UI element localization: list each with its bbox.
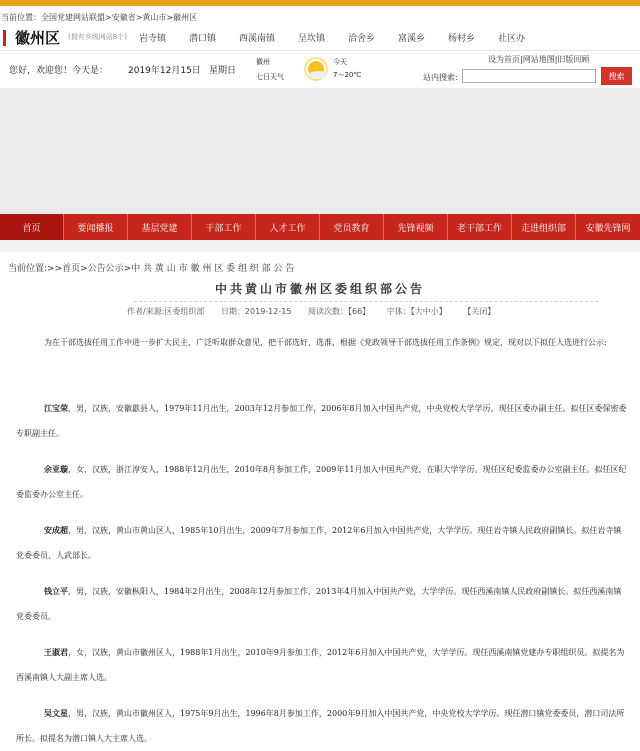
site-search-input[interactable] [462, 69, 596, 83]
person-paragraph [16, 457, 628, 507]
nav-veteran-cadre[interactable]: 老干部工作 [448, 214, 512, 240]
person-details: ，男，汉族，黄山市黄山区人，1985年10月出生，2009年7月参加工作，2012年6月加入中国共产党，大学学历。现任岩寺镇人民政府副镇长。拟任岩寺镇党委委员、人武部长。 [16, 526, 622, 560]
utility-links[interactable]: 设为首页|网站地图|旧版回顾 [488, 55, 590, 64]
meta-views: 阅读次数：【66】 [307, 307, 371, 316]
person-paragraph [16, 579, 628, 629]
nav-news[interactable]: 要闻播报 [64, 214, 128, 240]
nav-anhui-pioneer[interactable]: 安徽先锋网 [585, 223, 631, 234]
town-link-qiashe[interactable]: 洽舍乡 [348, 33, 376, 44]
person-name: 安成超 [44, 525, 68, 535]
today-date: 2019年12月15日 [128, 66, 201, 76]
article-breadcrumb: 当前位置:>>首页>公告公示>中 共 黄 山 市 徽 州 区 委 组 织 部 公 告 [8, 264, 295, 274]
town-link-xixinan[interactable]: 西溪南镇 [238, 33, 275, 44]
region-bar [0, 24, 640, 51]
person-paragraph [16, 396, 628, 446]
town-link-chengkan[interactable]: 呈坎镇 [297, 33, 325, 44]
weather-today-label: 今天 [333, 58, 347, 66]
article-meta [127, 306, 509, 317]
article-content [0, 252, 640, 744]
banner-area [0, 88, 640, 214]
article-title: 中共黄山市徽州区委组织部公告 [214, 282, 425, 296]
town-link-fuxi[interactable]: 富溪乡 [398, 33, 426, 44]
info-bar [0, 51, 640, 89]
nav-grassroots[interactable]: 基层党建 [128, 214, 192, 240]
title-divider [134, 301, 598, 302]
person-details: ，男，汉族，黄山市徽州区人，1975年9月出生，1996年8月参加工作，2000年9月加入中国共产党，中央党校大学学历。现任潜口镇党委委员，潜口司法所所长。拟提名为潜口镇人大主席人选。 [16, 709, 625, 743]
town-link-yansi[interactable]: 岩寺镇 [138, 33, 166, 44]
nav-spacer [0, 240, 640, 252]
intro-paragraph: 为在干部选拔任用工作中进一步扩大民主，广泛听取群众意见，把干部选好、选准，根据《党政领导干部选拔任用工作条例》规定，现对以下拟任人选进行公示: [44, 338, 607, 347]
person-name: 吴文星 [44, 708, 68, 718]
person-details: ，女，汉族，浙江淳安人，1988年12月出生，2010年8月参加工作，2009年11月加入中国共产党，在职大学学历。现任区纪委监委办公室副主任。拟任区纪委监委办公室主任。 [16, 465, 627, 499]
nav-pioneer-video[interactable]: 先锋视频 [384, 214, 448, 240]
weather-7day-link[interactable]: 七日天气 [256, 73, 284, 81]
person-details: ，女，汉族，黄山市徽州区人，1988年1月出生，2010年9月参加工作，2012年6月加入中国共产党，大学学历。现任西溪南镇党建办专职组织员。拟提名为西溪南镇人大副主席人选。 [16, 648, 625, 682]
person-details: ，男，汉族，安徽枞阳人，1984年2月出生，2008年12月参加工作，2013年4月加入中国共产党，大学学历。现任西溪南镇人民政府副镇长。拟任西溪南镇党委委员。 [16, 587, 622, 621]
meta-close-link[interactable]: 【关闭】 [463, 307, 496, 316]
nav-about-department[interactable]: 走进组织部 [512, 214, 576, 240]
today-weekday: 星期日 [209, 66, 237, 76]
search-label: 站内搜索: [423, 73, 458, 82]
weather-city: 徽州 [256, 58, 270, 66]
main-nav [0, 214, 640, 240]
region-title: 徽州区 [15, 28, 61, 47]
person-name: 余亚璇 [44, 464, 68, 474]
nav-cadre-work[interactable]: 干部工作 [192, 214, 256, 240]
meta-font-size[interactable]: 字体：【大中小】 [386, 307, 447, 316]
region-subtitle: (拥有乡级网站8个) [68, 33, 127, 41]
welcome-text: 您好，欢迎您！今天是： [9, 66, 109, 76]
person-paragraph [16, 640, 628, 690]
sun-weather-icon [303, 56, 329, 82]
person-name: 江宝荣 [44, 403, 68, 413]
person-name: 王淑君 [44, 647, 68, 657]
town-link-qiankou[interactable]: 潜口镇 [188, 33, 216, 44]
person-name: 钱立平 [44, 586, 68, 596]
nav-member-education[interactable]: 党员教育 [320, 214, 384, 240]
person-paragraph [16, 518, 628, 568]
region-accent-mark [3, 30, 6, 46]
meta-author: 作者/来源:区委组织部 [127, 307, 205, 316]
weather-temperature: 7～20℃ [333, 71, 362, 79]
nav-home[interactable]: 首页 [0, 214, 64, 240]
town-link-shequ[interactable]: 社区办 [498, 33, 526, 44]
top-breadcrumb: 当前位置：全国党建网站联盟>安徽省>黄山市>徽州区 [1, 13, 198, 22]
person-details: ，男，汉族，安徽歙县人，1979年11月出生，2003年12月参加工作，2006年8月加入中国共产党，中央党校大学学历。现任区委办副主任。拟任区委保密委专职副主任。 [16, 404, 627, 438]
nav-talent-work[interactable]: 人才工作 [256, 214, 320, 240]
town-link-yangcun[interactable]: 杨村乡 [448, 33, 476, 44]
meta-date: 日期：2019-12-15 [220, 307, 292, 316]
search-button[interactable]: 搜索 [601, 67, 632, 85]
